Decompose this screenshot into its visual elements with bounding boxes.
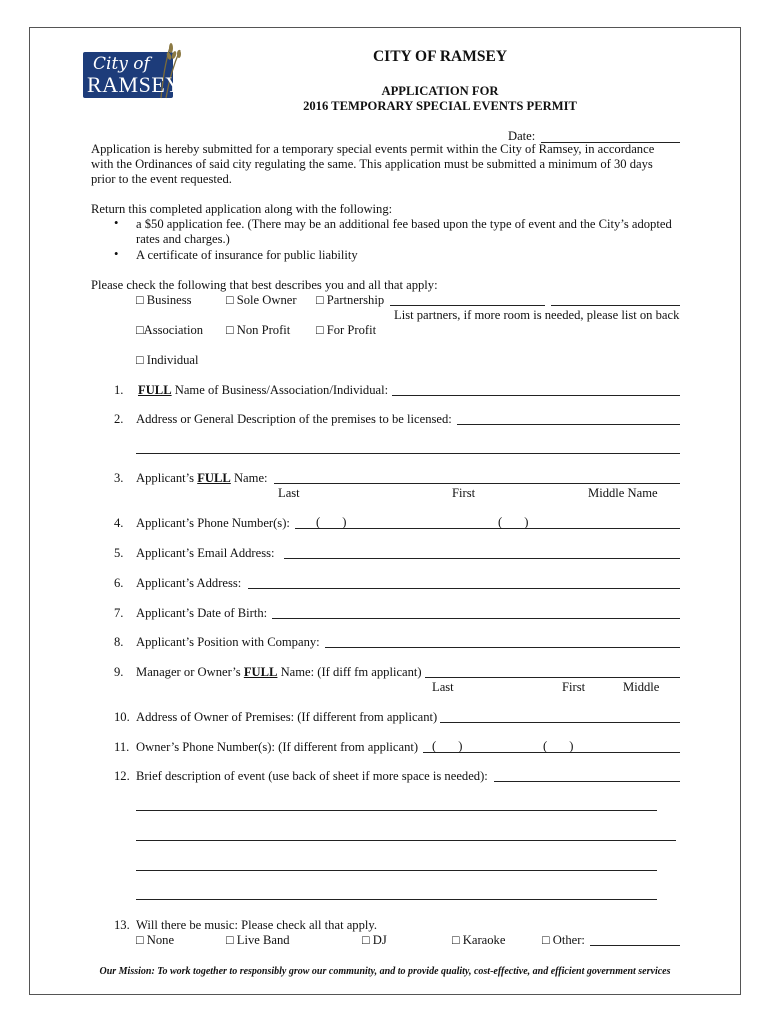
intro-line-3: prior to the event requested.: [91, 172, 232, 186]
q11-area-code-1: ( ): [432, 739, 463, 753]
q1-field[interactable]: [392, 395, 680, 396]
q2-number: 2.: [114, 412, 124, 426]
sole-owner-checkbox[interactable]: □ Sole Owner: [226, 293, 297, 307]
q2-field[interactable]: [457, 424, 680, 425]
q5-label: Applicant’s Email Address:: [136, 546, 275, 560]
q9-label-pre: Manager or Owner’s: [136, 665, 244, 679]
subtitle-permit: 2016 TEMPORARY SPECIAL EVENTS PERMIT: [303, 99, 577, 113]
return-heading: Return this completed application along with the following:: [91, 202, 393, 216]
q11-number: 11.: [114, 740, 130, 754]
q9-full-emphasis: FULL: [243, 665, 278, 679]
music-other-field[interactable]: [590, 945, 680, 946]
q13-number: 13.: [114, 918, 130, 932]
q2-field-extra[interactable]: [136, 453, 680, 454]
insurance-line: A certificate of insurance for public liability: [136, 248, 358, 262]
music-live-band-checkbox[interactable]: □ Live Band: [226, 933, 290, 947]
q9-first-caption: First: [562, 680, 586, 694]
mission-statement: Our Mission: To work together to responsibly grow our community, and to provide quality, cost-effective, and efficient government services: [99, 966, 671, 977]
q8-label: Applicant’s Position with Company:: [136, 635, 320, 649]
q12-number: 12.: [114, 769, 130, 783]
q3-full-emphasis: FULL: [197, 471, 231, 485]
music-karaoke-checkbox[interactable]: □ Karaoke: [452, 933, 506, 947]
q1-label: [138, 383, 388, 398]
q4-number: 4.: [114, 516, 124, 530]
q12-label: Brief description of event (use back of sheet if more space is needed):: [136, 769, 488, 783]
partnership-checkbox[interactable]: □ Partnership: [316, 293, 385, 307]
date-label: Date:: [508, 129, 536, 143]
q3-label-pre: Applicant’s: [136, 471, 198, 485]
q9-label: [136, 665, 422, 680]
subtitle-application: APPLICATION FOR: [381, 84, 499, 98]
q4-area-code-2: ( ): [498, 515, 529, 529]
q1-full-emphasis: FULL: [138, 383, 172, 397]
q11-label: Owner’s Phone Number(s): (If different from applicant): [136, 740, 419, 754]
q11-area-code-2: ( ): [543, 739, 574, 753]
fee-line-2: rates and charges.): [136, 232, 230, 246]
q3-last-caption: Last: [278, 486, 300, 500]
for-profit-checkbox[interactable]: □ For Profit: [316, 323, 377, 337]
individual-checkbox[interactable]: □ Individual: [136, 353, 199, 367]
fee-line-1: a $50 application fee. (There may be an additional fee based upon the type of event and the City’s adopted: [136, 217, 672, 231]
q6-number: 6.: [114, 576, 124, 590]
association-checkbox[interactable]: □Association: [136, 323, 204, 337]
non-profit-checkbox[interactable]: □ Non Profit: [226, 323, 291, 337]
q9-middle-caption: Middle: [623, 680, 660, 694]
q9-label-post: Name: (If diff fm applicant): [277, 665, 422, 679]
q6-label: Applicant’s Address:: [136, 576, 242, 590]
q7-field[interactable]: [272, 618, 680, 619]
q12-field[interactable]: [494, 781, 680, 782]
q1-number: 1.: [114, 383, 124, 397]
q4-area-code-1: ( ): [316, 515, 347, 529]
q10-label: Address of Owner of Premises: (If different from applicant): [136, 710, 438, 724]
check-heading: Please check the following that best describes you and all that apply:: [91, 278, 438, 292]
partners-note: List partners, if more room is needed, please list on back: [394, 308, 680, 322]
q3-field[interactable]: [274, 483, 680, 484]
bullet-icon: •: [114, 216, 119, 230]
q9-number: 9.: [114, 665, 124, 679]
music-other-checkbox[interactable]: □ Other:: [542, 933, 585, 947]
q2-label: Address or General Description of the premises to be licensed:: [136, 412, 452, 426]
q4-field[interactable]: [295, 528, 680, 529]
q10-number: 10.: [114, 710, 130, 724]
q9-field[interactable]: [425, 677, 680, 678]
q3-middle-caption: Middle Name: [588, 486, 658, 500]
q1-label-text: Name of Business/Association/Individual:: [171, 383, 389, 397]
intro-line-1: Application is hereby submitted for a temporary special events permit within the City of Ramsey, in accordance: [91, 142, 655, 156]
page-title: CITY OF RAMSEY: [372, 48, 508, 65]
intro-line-2: with the Ordinances of said city regulating the same. This application must be submitted a minimum of 30 days: [91, 157, 653, 171]
city-logo: [83, 38, 185, 100]
q5-field[interactable]: [284, 558, 680, 559]
q6-field[interactable]: [248, 588, 680, 589]
partner-field-2[interactable]: [551, 305, 680, 306]
bullet-icon: •: [114, 247, 119, 261]
q7-label: Applicant’s Date of Birth:: [136, 606, 268, 620]
q3-label-post: Name:: [230, 471, 268, 485]
partner-field-1[interactable]: [390, 305, 545, 306]
music-dj-checkbox[interactable]: □ DJ: [362, 933, 387, 947]
q10-field[interactable]: [440, 722, 680, 723]
q12-field-line-3[interactable]: [136, 840, 676, 841]
logo-script-text: City of: [93, 54, 150, 74]
q3-label: [136, 471, 268, 486]
q8-number: 8.: [114, 635, 124, 649]
music-none-checkbox[interactable]: □ None: [136, 933, 175, 947]
q7-number: 7.: [114, 606, 124, 620]
q3-first-caption: First: [452, 486, 476, 500]
logo-main-text: RAMSEY: [87, 72, 182, 97]
q3-number: 3.: [114, 471, 124, 485]
q8-field[interactable]: [325, 647, 680, 648]
business-checkbox[interactable]: □ Business: [136, 293, 192, 307]
q9-last-caption: Last: [432, 680, 454, 694]
q12-field-line-5[interactable]: [136, 899, 657, 900]
q5-number: 5.: [114, 546, 124, 560]
q13-label: Will there be music: Please check all that apply.: [136, 918, 378, 932]
q12-field-line-4[interactable]: [136, 870, 657, 871]
q12-field-line-2[interactable]: [136, 810, 657, 811]
q4-label: Applicant’s Phone Number(s):: [136, 516, 290, 530]
